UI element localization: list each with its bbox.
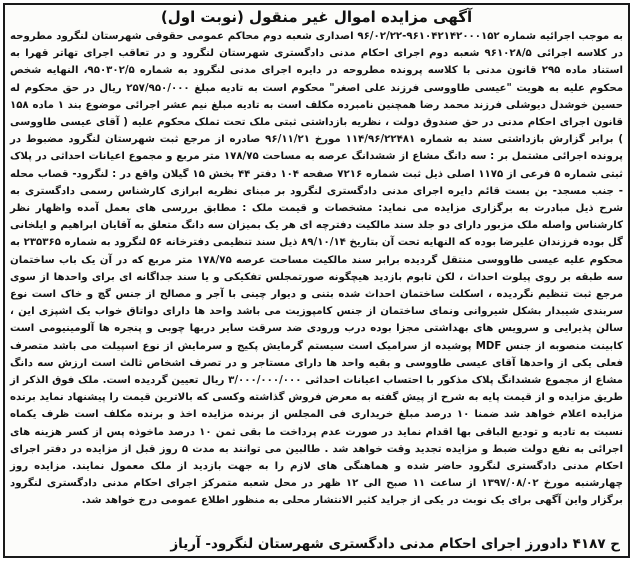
notice-title: آگهی مزایده اموال غیر منقول (نوبت اول) [160, 8, 473, 26]
auction-notice [3, 3, 630, 558]
notice-body: به موجب اجرائیه شماره ۹۶۱۰۴۲۱۴۲۰۰۰۱۵۲-۹۶/۰۲/۲۲ اصداری شعبه دوم محاکم عمومی حقوقی شهرستان لنگرود مطروحه در کلاسه اجرائی ۹۶۱۰۲۸/۵ شعبه دوم اجرای احکام مدنی دادگستری شهرستان لنگرود و در تعاقب اجرای تهاتر قهرا به استناد ماده ۲۹۵ قانون مدنی با کلاسه پرونده مطروحه در دایره اجرای مدنی لنگرود به شماره ۹۵۰۳۰۲/۵، النهایه شخص محکوم علیه به هویت "عیسی طاووسی فرزند علی اصغر" محکوم است به تادیه مبلغ ۲۵۷/۹۵۰/۰۰۰ ریال در حق محکوم له حسین خوشدل دیوشلی فرزند محمد رضا همچنین نامبرده مکلف است به تادیه مبلغ نیم عشر اجرائی موضوع بند ۱ ماده ۱۵۸ قانون اجرای احکام مدنی در حق صندوق دولت ، نظریه بازداشتی ثبتی ملک تحت تملک محکوم علیه ( آقای عیسی طاووسی ) برابر گزارش بازداشتی سند به شماره ۱۱۴/۹۶/۲۲۴۸۱ مورخ ۹۶/۱۱/۲۱ صادره از مرجع ثبت شهرستان لنگرود مضبوط در پرونده اجرائی مشتمل بر : سه دانگ مشاع از ششدانگ عرصه به مساحت ۱۷۸/۷۵ متر مربع و مجموع اعیانات احداثی در پلاک ثبتی شماره ۵ فرعی از ۱۱۷۵ اصلی ذیل ثبت شماره ۷۲۱۶ صفحه ۱۰۴ دفتر ۴۴ بخش ۱۵ گیلان واقع در : لنگرود- قصاب محله - جنب مسجد- بن بست قائم دایره اجرای مدنی دادگستری لنگرود بر مبنای نظریه ابرازی کارشناس رسمی دادگستری به شرح ذیل مبادرت به برگزاری مزایده می نماید: مشخصات و قیمت ملک : مطابق بررسی های بعمل آمده واظهار نظر کارشناس واصله ملک مزبور دارای دو جلد سند مالکیت دفترچه ای هر یک بمیزان سه دانگ متعلق به آقایان ابراهیم و ایلخانی گل بوده فرزندان علیرضا بوده که النهایه تحت آن بتاریخ ۸۹/۱۰/۱۴ ذیل سند تنظیمی دفترخانه ۵۶ لنگرود به شماره ۲۳۵۳۶۵ به محکوم علیه عیسی طاووسی منتقل گردیده برابر سند مالکیت مساحت عرصه ۱۷۸/۷۵ متر مربع که در آن یک باب ساختمان سه طبقه بر روی پیلوت احداث ، لکن تابوم بازدید هیچگونه صورتمجلس تفکیکی و یا سند جداگانه ای برای واحدها از سوی مرجع ثبت تنظیم نگردیده ، اسکلت ساختمان احداث شده بتنی و دیوار چینی با آجر و مصالح از جنس گچ و خاک است نوع سربندی شیبدار بشکل شیروانی ونمای ساختمان از جنس کامپوزیت می باشد واحد ها دارای دواتاق خواب یک اشپزی این ، سالن پذیرایی و سرویس های بهداشتی مجزا بوده درب ورودی ضد سرقت سایر دربها چوبی و پنجره ها آلومینیومی است کابینت منصوبه از جنس MDF پوشیده از سرامیک است سیستم گرمایش پکیج و سرمایش از نوع اسپیلت می باشد متصرف فعلی یکی از واحدها آقای عیسی طاووسی و بقیه واحد ها دارای مستاجر و در تصرف اشخاص ثالث است ارزش سه دانگ مشاع از مجموع ششدانگ پلاک مذکور با احتساب اعیانات احداثی ۳/۰۰۰/۰۰۰/۰۰۰ ریال تعیین گردیده است. ملک فوق الذکر از طریق مزایده و از قیمت پایه به شرح از پیش گفته به معرض فروش گذاشته وکسی که بالاترین قیمت را پیشنهاد نماید برنده مزایده اعلام خواهد شد ضمنا ۱۰ درصد مبلغ خریداری فی المجلس از برنده مزایده اخذ و برنده مکلف است ظرف یکماه نسبت به تادیه و تودیع الباقی بها اقدام نماید در صورت عدم پرداخت ما بقی ثمن ۱۰ درصد ماخوذه پس از کسر هزینه های اجرائی به نفع دولت ضبط و مزایده تجدید وقت خواهد شد . طالبین می توانند به مدت ۵ روز قبل از مزایده در دفتر اجرای احکام مدنی دادگستری لنگرود حاضر شده و هماهنگی های لازم را به جهت بازدید از ملک معمول نمایند. مزایده روز چهارشنبه مورخ ۱۳۹۷/۰۸/۰۲ از ساعت ۱۱ صبح الی ۱۲ ظهر در محل شعبه متمرکز اجرای احکام مدنی دادگستری لنگرود برگزار واین آگهی برای یک نوبت در یکی از جراید کثیر الانتشار محلی به منظور اطلاع عمومی درج خواهد شد. [10, 31, 624, 507]
notice-signature: ح ۴۱۸۷ دادورز اجرای احکام مدنی دادگستری شهرستان لنگرود- آریاز [5, 532, 628, 556]
